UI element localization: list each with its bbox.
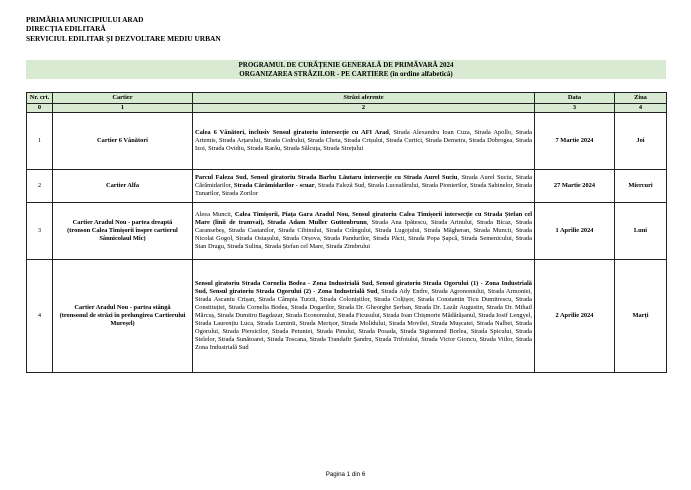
- page-footer: Pagina 1 din 6: [325, 471, 366, 478]
- day-cell: Marți: [615, 260, 667, 373]
- table-header-row: [27, 93, 667, 104]
- index-cell: 4: [615, 104, 667, 113]
- table-row: [27, 260, 667, 373]
- table-row: [27, 170, 667, 203]
- header-line-1: PRIMĂRIA MUNICIPIULUI ARAD: [26, 15, 144, 24]
- cartier-line-1: Cartier Aradul Nou - partea stângă: [74, 303, 171, 311]
- index-cell: 1: [53, 104, 193, 113]
- header-line-3: SERVICIUL EDILITAR ȘI DEZVOLTARE MEDIU URBAN: [26, 33, 221, 43]
- row-number: 2: [27, 170, 53, 203]
- cartier-line-2: (tronsonul de străzi în prelungirea Cartierului Mureșel): [59, 312, 186, 328]
- day-cell: Miercuri: [615, 170, 667, 203]
- streets-bold: Strada Cărămidarilor - scuar: [233, 182, 315, 190]
- col-header-ziua: Ziua: [615, 93, 667, 104]
- date-cell: 27 Martie 2024: [535, 170, 615, 203]
- streets-bold: Parcul Faleza Sud, Sensul giratoriu Strada Barbu Lăutaru intersecție cu Strada Aurel Suciu: [195, 173, 458, 181]
- row-number: 3: [27, 203, 53, 260]
- col-header-nr: Nr. crt.: [27, 93, 53, 104]
- title-line-1: PROGRAMUL DE CURĂȚENIE GENERALĂ DE PRIMĂVARĂ 2024: [238, 61, 454, 69]
- streets-text: , Strada Falezã Sud, Strada Luceafărului, Strada Pionierilor, Strada Sabinelor, Strada Tunarilor, Strada Zorilor: [195, 182, 532, 198]
- day-cell: Joi: [615, 113, 667, 170]
- index-cell: 3: [535, 104, 615, 113]
- date-cell: 1 Aprilie 2024: [535, 203, 615, 260]
- index-cell: 0: [27, 104, 53, 113]
- cartier-name: Cartier Alfa: [53, 170, 193, 203]
- index-cell: 2: [193, 104, 535, 113]
- streets-cell: [193, 113, 535, 170]
- streets-text: , Strada Aurel Suciu, Strada Cărămidarilor,: [195, 173, 532, 190]
- streets-cell: [193, 260, 535, 373]
- col-header-data: Data: [535, 93, 615, 104]
- streets-text: , Strada Alexandru Ioan Cuza, Strada Apollo, Strada Artemis, Strada Arțarului, Strada Cedrului, Strada Cheia, Strada Crișului, Strada Curtici, Strada Demetra, Strada Dobrogea, Strada Izoi, Strada Ovidiu, Strada Rarău, Strada Sălcuța, Strada Sirețului: [195, 128, 532, 153]
- table-row: [27, 113, 667, 170]
- institution-header: [26, 15, 221, 43]
- cartier-line-1: Cartier Aradul Nou - partea dreaptă: [72, 218, 173, 226]
- col-header-strazi: Străzi aferente: [193, 93, 535, 104]
- table-index-row: [27, 104, 667, 113]
- title-line-2: ORGANIZAREA STRĂZILOR - PE CARTIERE (în ordine alfabetică): [239, 69, 453, 78]
- streets-text: Aleea Muncii,: [195, 210, 235, 218]
- day-cell: Luni: [615, 203, 667, 260]
- streets-text: , Strada Ady Endre, Strada Agronomului, Strada Armoniei, Strada Ascaniu Crișan, Strada Câmpia Turzii, Strada Coloniștilor, Strada Colțișor, Strada Constantin Ticu Dumitrescu, Strada Constituției, Strada Cornelia Bodea, Strada Dogarilor, Strada Dr. Gheorghe Șerban, Strada Dr. Lazăr Augustin, Strada Dr. Mihail Mărcuș, Strada Dumitru Bagdazar, Strada Economului, Strada Ficusului, Strada Ioan Chișmorie Mădărășanul, Strada Iosif Lengyel, Strada Laurențiu Luca, Strada Luminii, Strada Merișor, Strada Molidului, Strada Movilei, Strada Mușcatei, Strada Nalbei, Strada Ogorului, Strada Piersicilor, Strada Petuniei, Strada Pinului, Strada Posada, Strada Sigismund Borlea, Strada Spicului, Strada Stelelor, Strada Sunătoarei, Strada Toscana, Strada Trandafir Șandru, Strada Trifoiului, Strada Victor Gioncu, Strada Viilor, Strada Zona Industrială Sud: [195, 287, 532, 352]
- cartier-name: [53, 203, 193, 260]
- streets-cell: [193, 170, 535, 203]
- header-line-2: DIRECȚIA EDILITARĂ: [26, 24, 106, 34]
- cartier-name: [53, 260, 193, 373]
- cartier-name: Cartier 6 Vânători: [53, 113, 193, 170]
- date-cell: 2 Aprilie 2024: [535, 260, 615, 373]
- table-row: [27, 203, 667, 260]
- cartier-line-2: (tronson Calea Timișorii înspre cartierul Sânnicolaul Mic): [67, 227, 178, 243]
- date-cell: 7 Martie 2024: [535, 113, 615, 170]
- row-number: 4: [27, 260, 53, 373]
- schedule-table: [26, 92, 667, 373]
- streets-cell: [193, 203, 535, 260]
- streets-text: , Strada Ana Ipătescu, Strada Arinului, Strada Bicaz, Strada Caransebeș, Strada Castanilor, Strada Cibinului, Strada Crângului, Strada Lugojului, Strada Măgheran, Strada Muncii, Strada Nicolai Gogol, Strada Ostașului, Strada Orșova, Strada Pandurilor, Strada Păcii, Strada Popa Șapcă, Strada Semenicului, Strada Stan Dragu, Strada Sulina, Strada Ștefan cel Mare, Strada Zimbrului: [195, 218, 532, 251]
- streets-bold: Sensul giratoriu Strada Cornelia Bodea - Zona Industrială Sud, Sensul giratoriu Strada Ogorului (1) - Zona Industrială Sud, Sensul giratoriu Strada Ogorului (2) - Zona Industrială Sud: [195, 279, 532, 295]
- col-header-cartier: Cartier: [53, 93, 193, 104]
- streets-bold: Calea 6 Vânători, inclusiv Sensul giratoriu intersecție cu AFI Arad: [195, 128, 389, 136]
- document-title: [26, 60, 666, 79]
- row-number: 1: [27, 113, 53, 170]
- streets-bold: Calea Timișorii, Piața Gara Aradul Nou, Sensul giratoriu Calea Timișorii intersecție cu Strada Ștefan cel Mare (linii de tramvai), Strada Adam Muller Guttenbrunn: [195, 210, 533, 226]
